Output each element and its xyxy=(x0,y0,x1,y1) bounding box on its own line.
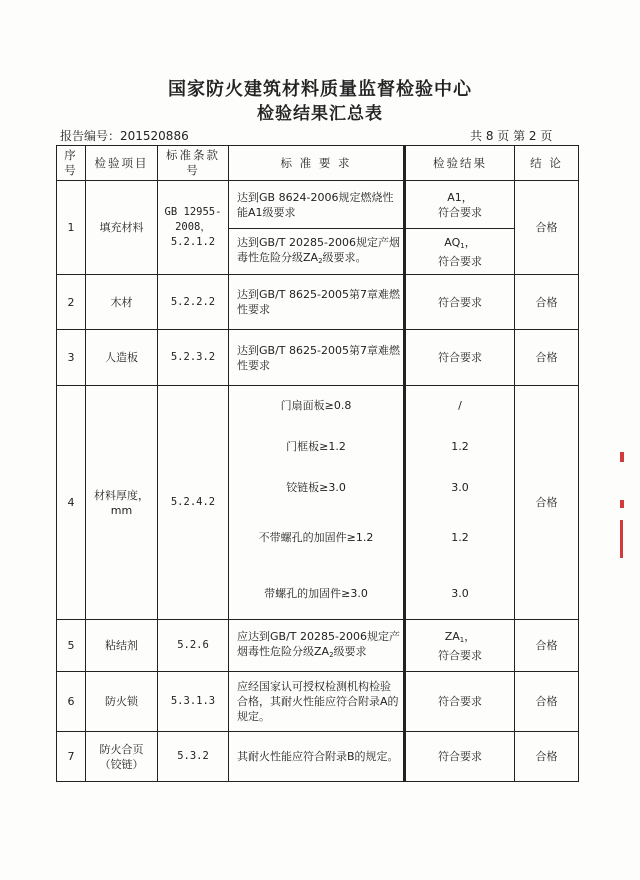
row-no: 1 xyxy=(57,181,86,275)
row-requirement: 应经国家认可授权检测机构检验合格，其耐火性能应符合附录A的规定。 xyxy=(229,672,405,732)
row-requirement: 达到GB 8624-2006规定燃烧性能A1级要求 xyxy=(229,181,405,229)
col-header-result: 检验结果 xyxy=(405,146,515,181)
row-requirement: 其耐火性能应符合附录B的规定。 xyxy=(229,732,405,782)
row-requirement: 应达到GB/T 20285-2006规定产烟毒性危险分级$ZA_2$级要求 xyxy=(229,620,405,672)
col-header-no: 序号 xyxy=(57,146,86,181)
thickness-requirement: 门扇面板≥0.8 xyxy=(280,398,352,412)
row-conclusion: 合格 xyxy=(515,386,579,620)
row-conclusion: 合格 xyxy=(515,275,579,330)
row-result: 符合要求 xyxy=(405,275,515,330)
result-value: A1， xyxy=(447,190,473,204)
row-result xyxy=(405,181,515,229)
table-row xyxy=(57,672,579,732)
row-result xyxy=(405,620,515,672)
row-requirement-list xyxy=(229,386,405,620)
row-clause: 5.2.2.2 xyxy=(158,275,229,330)
row-result: 符合要求 xyxy=(405,732,515,782)
col-header-clause: 标准条款号 xyxy=(158,146,229,181)
result-status: 符合要求 xyxy=(438,648,482,662)
report-number: 报告编号：201520886 xyxy=(60,129,189,143)
stamp-edge-mark xyxy=(620,520,623,558)
row-clause: 5.2.6 xyxy=(158,620,229,672)
row-no: 7 xyxy=(57,732,86,782)
result-value: $ZA_1$， xyxy=(444,629,476,644)
table-row xyxy=(57,732,579,782)
table-row xyxy=(57,620,579,672)
item-name: 防火合页 xyxy=(99,742,144,756)
stamp-edge-mark xyxy=(620,452,624,462)
row-no: 4 xyxy=(57,386,86,620)
table-row xyxy=(57,330,579,386)
row-item: 人造板 xyxy=(86,330,158,386)
row-item: 木材 xyxy=(86,275,158,330)
result-status: 符合要求 xyxy=(438,205,482,219)
row-requirement: 达到GB/T 8625-2005第7章难燃性要求 xyxy=(229,330,405,386)
row-result: 符合要求 xyxy=(405,330,515,386)
thickness-requirement: 铰链板≥3.0 xyxy=(286,480,346,494)
row-item: 材料厚度，mm xyxy=(86,386,158,620)
row-result-list xyxy=(405,386,515,620)
thickness-requirement: 带螺孔的加固件≥3.0 xyxy=(264,586,368,600)
table-row xyxy=(57,181,579,229)
row-conclusion: 合格 xyxy=(515,732,579,782)
row-no: 2 xyxy=(57,275,86,330)
row-no: 3 xyxy=(57,330,86,386)
document-title: 国家防火建筑材料质量监督检验中心 xyxy=(168,79,472,100)
row-item: 防火锁 xyxy=(86,672,158,732)
row-clause: 5.3.1.3 xyxy=(158,672,229,732)
stamp-edge-mark xyxy=(620,500,624,508)
row-result xyxy=(405,229,515,275)
table-row xyxy=(57,275,579,330)
thickness-requirement: 不带螺孔的加固件≥1.2 xyxy=(258,530,374,544)
row-requirement: 达到GB/T 20285-2006规定产烟毒性危险分级$ZA_2$级要求。 xyxy=(229,229,405,275)
thickness-requirement: 门框板≥1.2 xyxy=(286,439,346,453)
results-table xyxy=(56,145,579,782)
col-header-item: 检验项目 xyxy=(86,146,158,181)
result-status: 符合要求 xyxy=(438,254,482,268)
row-requirement: 达到GB/T 8625-2005第7章难燃性要求 xyxy=(229,275,405,330)
col-header-requirement: 标 准 要 求 xyxy=(229,146,405,181)
thickness-result: 3.0 xyxy=(451,480,469,494)
result-value: $AQ_1$， xyxy=(444,235,476,250)
row-clause: 5.2.3.2 xyxy=(158,330,229,386)
row-no: 6 xyxy=(57,672,86,732)
row-item: 粘结剂 xyxy=(86,620,158,672)
row-clause: 5.3.2 xyxy=(158,732,229,782)
table-header-row xyxy=(57,146,579,181)
row-conclusion: 合格 xyxy=(515,181,579,275)
thickness-result: 1.2 xyxy=(451,439,469,453)
row-no: 5 xyxy=(57,620,86,672)
row-item: 填充材料 xyxy=(86,181,158,275)
table-row xyxy=(57,386,579,620)
thickness-result: 3.0 xyxy=(451,586,469,600)
row-result: 符合要求 xyxy=(405,672,515,732)
row-conclusion: 合格 xyxy=(515,330,579,386)
row-item xyxy=(86,732,158,782)
row-conclusion: 合格 xyxy=(515,672,579,732)
col-header-conclusion: 结 论 xyxy=(515,146,579,181)
thickness-result: / xyxy=(458,398,462,412)
thickness-result: 1.2 xyxy=(451,530,469,544)
row-conclusion: 合格 xyxy=(515,620,579,672)
row-clause: GB 12955-2008，5.2.1.2 xyxy=(158,181,229,275)
item-note: （铰链） xyxy=(99,757,144,771)
row-clause: 5.2.4.2 xyxy=(158,386,229,620)
page-info: 共 8 页 第 2 页 xyxy=(470,129,553,143)
document-subtitle: 检验结果汇总表 xyxy=(257,104,383,124)
